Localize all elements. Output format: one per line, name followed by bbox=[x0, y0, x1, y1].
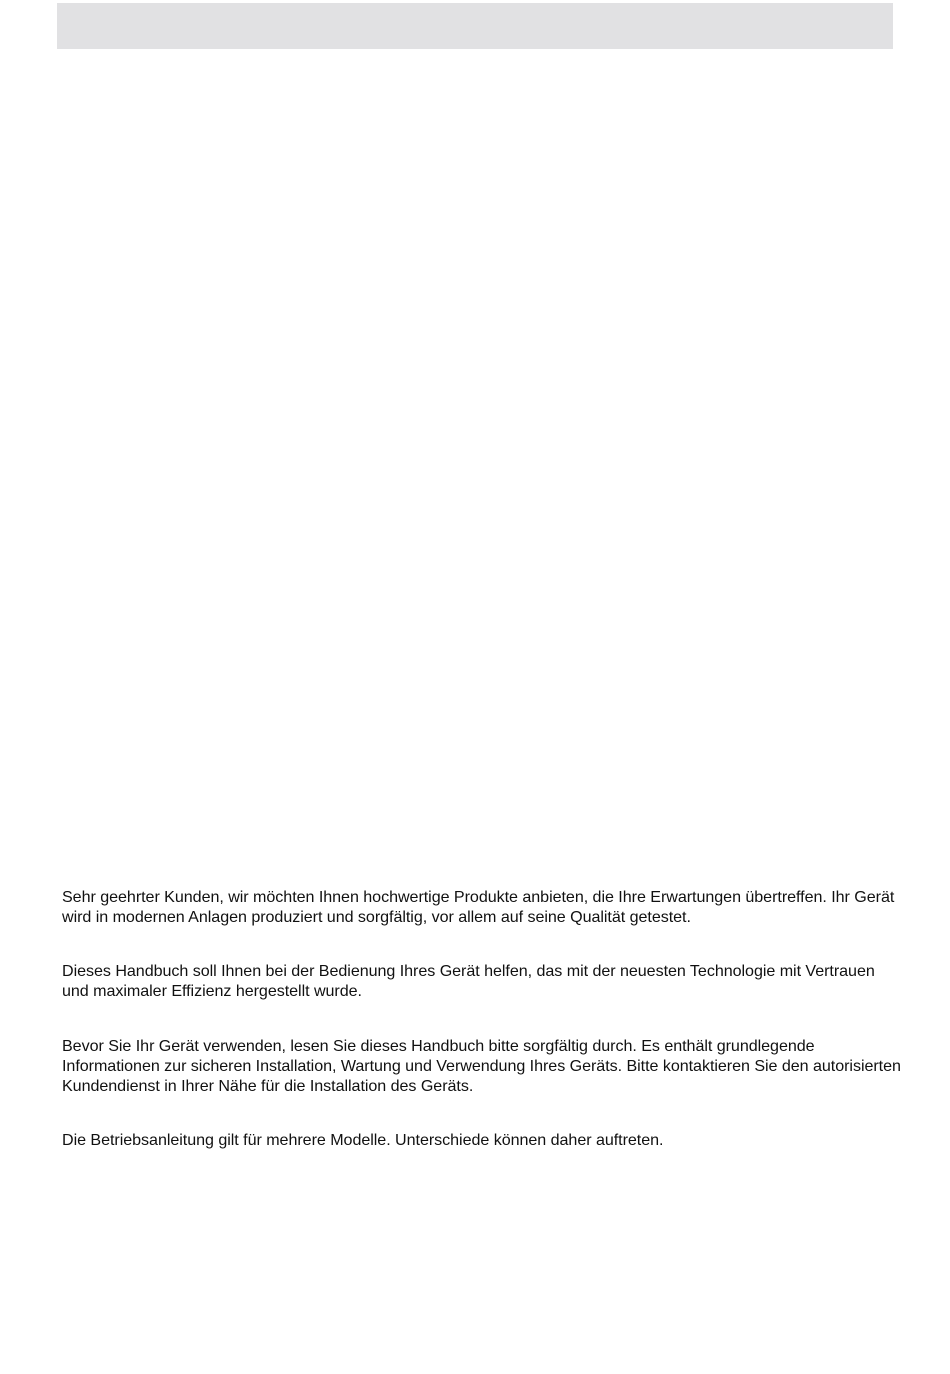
header-bar bbox=[57, 3, 893, 49]
intro-paragraph-1: Sehr geehrter Kunden, wir möchten Ihnen hochwertige Produkte anbieten, die Ihre Erwartungen übertreffen. Ihr Gerät wird in modernen Anlagen produziert und sorgfältig, vor allem auf seine Qualität getestet. bbox=[62, 888, 895, 927]
intro-paragraph-3: Bevor Sie Ihr Gerät verwenden, lesen Sie dieses Handbuch bitte sorgfältig durch. Es enthält grundlegende Informationen zur sicheren Installation, Wartung und Verwendung Ihres Geräts. Bitte kontaktieren Sie den autorisierten Kundendienst in Ihrer Nähe für die Installation des Geräts. bbox=[62, 1036, 901, 1096]
intro-paragraph-2: Dieses Handbuch soll Ihnen bei der Bedienung Ihres Gerät helfen, das mit der neuesten Technologie mit Vertrauen und maximaler Effizienz hergestellt wurde. bbox=[62, 962, 875, 1001]
intro-paragraph-4: Die Betriebsanleitung gilt für mehrere Modelle. Unterschiede können daher auftreten. bbox=[62, 1131, 664, 1150]
intro-text bbox=[62, 887, 902, 1150]
